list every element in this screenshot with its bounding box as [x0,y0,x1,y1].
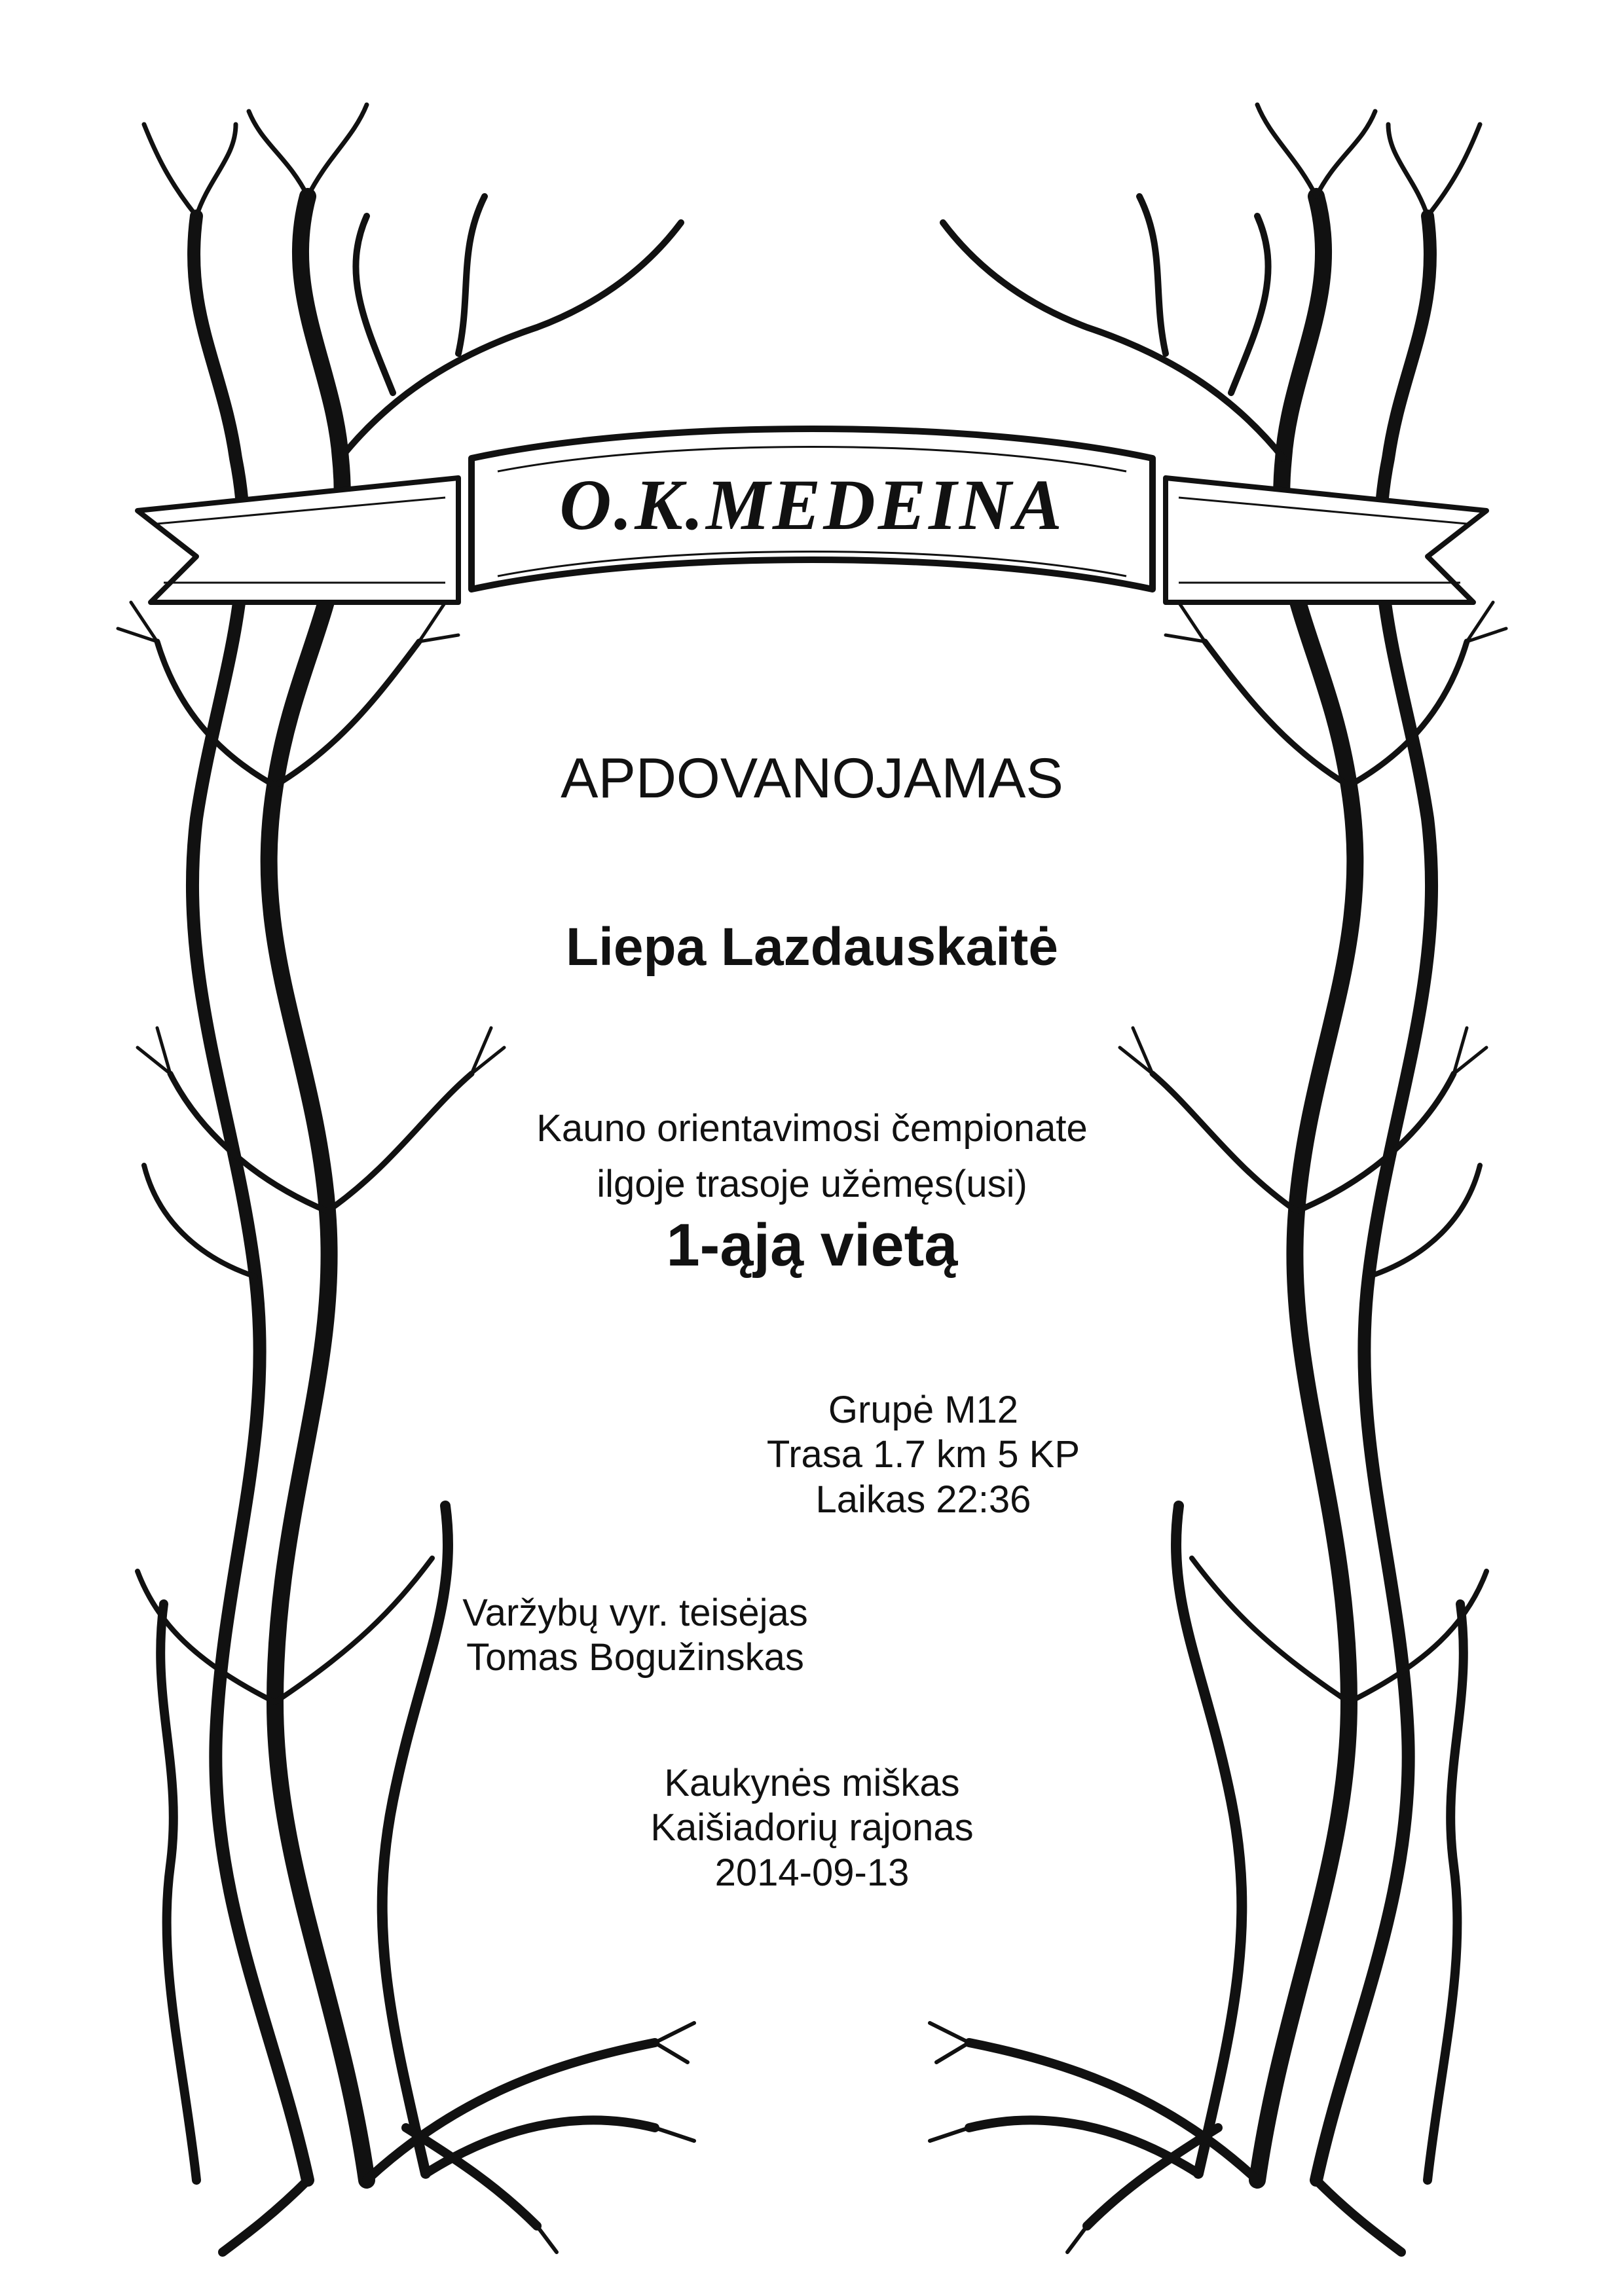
location-place: Kaukynės miškas [664,1762,960,1804]
course-label: Trasa 1.7 km 5 KP [766,1433,1080,1476]
location-date-block [616,1761,1008,1895]
event-description-line2: ilgoje trasoje užėmęs(usi) [597,1163,1027,1205]
judge-role: Varžybų vyr. teisėjas [462,1592,808,1634]
judge-signature-block [432,1591,838,1681]
logo-text: O.K.MEDEINA [559,465,1065,545]
result-details [753,1388,1094,1522]
event-date: 2014-09-13 [714,1851,910,1894]
place-awarded: 1-ąją vietą [666,1212,958,1279]
award-title: APDOVANOJAMAS [561,747,1063,810]
event-description-line1: Kauno orientavimosi čempionate [536,1107,1088,1150]
time-label: Laikas 22:36 [815,1478,1031,1521]
location-district: Kaišiadorių rajonas [650,1806,974,1850]
judge-name: Tomas Bogužinskas [466,1636,804,1679]
group-label: Grupė M12 [828,1389,1019,1431]
recipient-name: Liepa Lazdauskaitė [566,917,1058,977]
